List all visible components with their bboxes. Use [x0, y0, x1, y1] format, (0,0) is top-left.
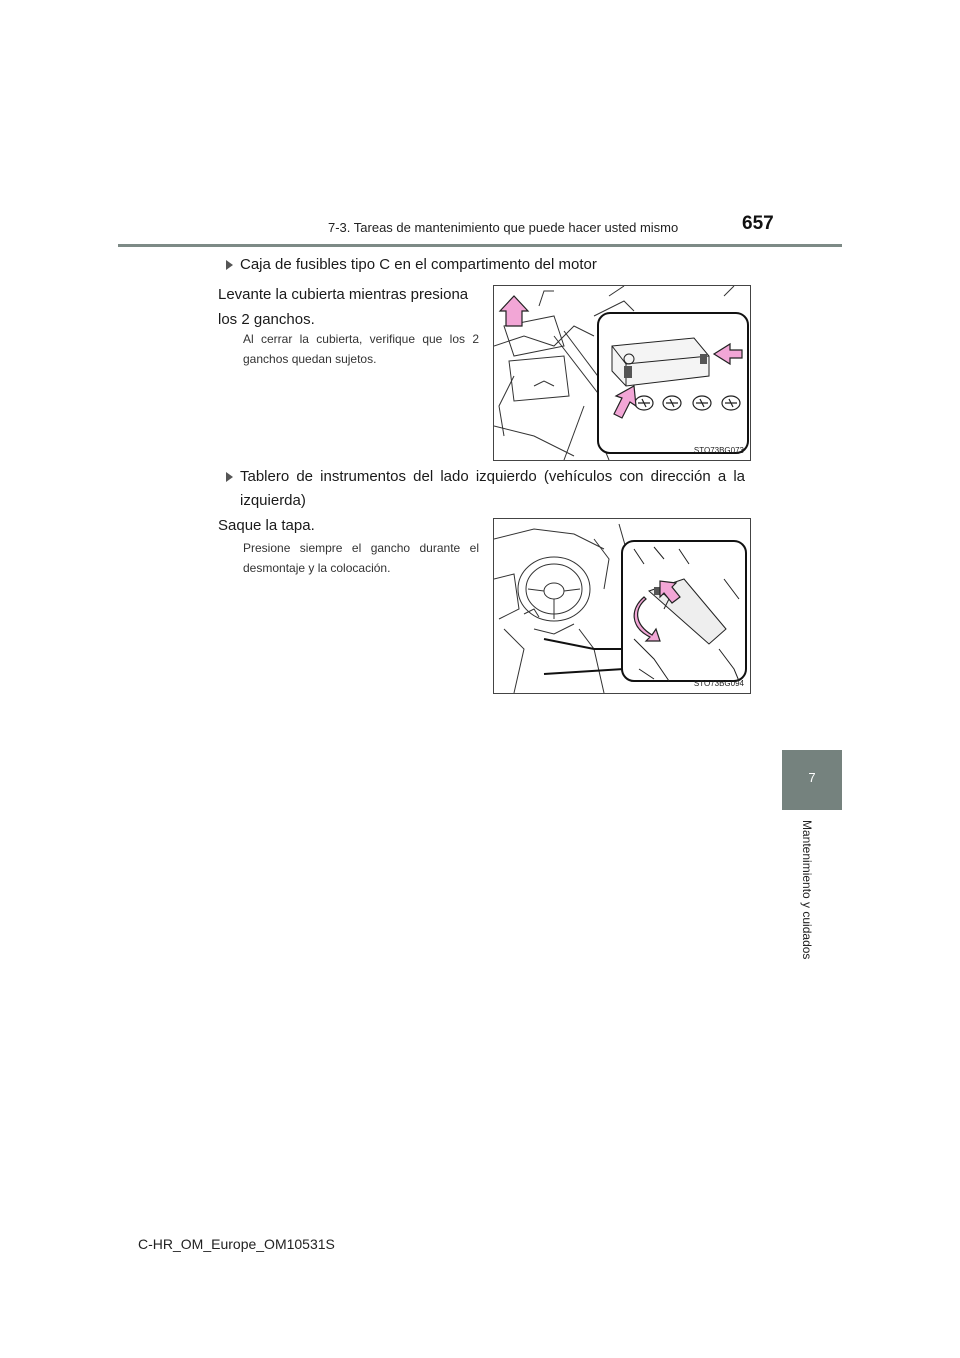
chapter-number: 7: [808, 770, 816, 785]
note-fuse-box: Al cerrar la cubierta, verifique que los 2 ganchos quedan sujetos.: [243, 332, 479, 366]
chapter-label: Mantenimiento y cuidados: [800, 820, 814, 960]
footer-document-code: C-HR_OM_Europe_OM10531S: [138, 1236, 335, 1252]
zoom-callout-frame: [598, 313, 748, 453]
page-number: 657: [742, 213, 774, 234]
note-instrument-panel: Presione siempre el gancho durante el desmontaje y la colocación.: [243, 541, 479, 575]
bullet-marker-icon: [226, 260, 233, 270]
figure-code: STO73BG094: [693, 679, 744, 688]
section-heading-instrument-panel: [240, 465, 745, 513]
header-section-title: 7-3. Tareas de mantenimiento que puede hacer usted mismo: [328, 220, 679, 235]
section-heading-fuse-box: [240, 253, 760, 277]
section-heading-text: Caja de fusibles tipo C en el compartimento del motor: [240, 256, 597, 273]
header-rule: [118, 244, 842, 247]
fuse-box-illustration: [494, 286, 750, 460]
bullet-marker-icon: [226, 472, 233, 482]
instruction-fuse-box: Levante la cubierta mientras presiona los 2 ganchos.: [218, 286, 469, 328]
figure-fuse-box: [493, 285, 751, 461]
section-heading-text: Tablero de instrumentos del lado izquierdo (vehículos con dirección a la izquierda): [240, 468, 745, 509]
chapter-side-tab: [782, 750, 842, 810]
figure-code: STO73BG073: [693, 446, 744, 455]
instrument-panel-illustration: [494, 519, 750, 693]
figure-instrument-panel: [493, 518, 751, 694]
pink-arrow-up-icon: [500, 296, 528, 326]
instruction-instrument-panel: Saque la tapa.: [218, 517, 315, 534]
